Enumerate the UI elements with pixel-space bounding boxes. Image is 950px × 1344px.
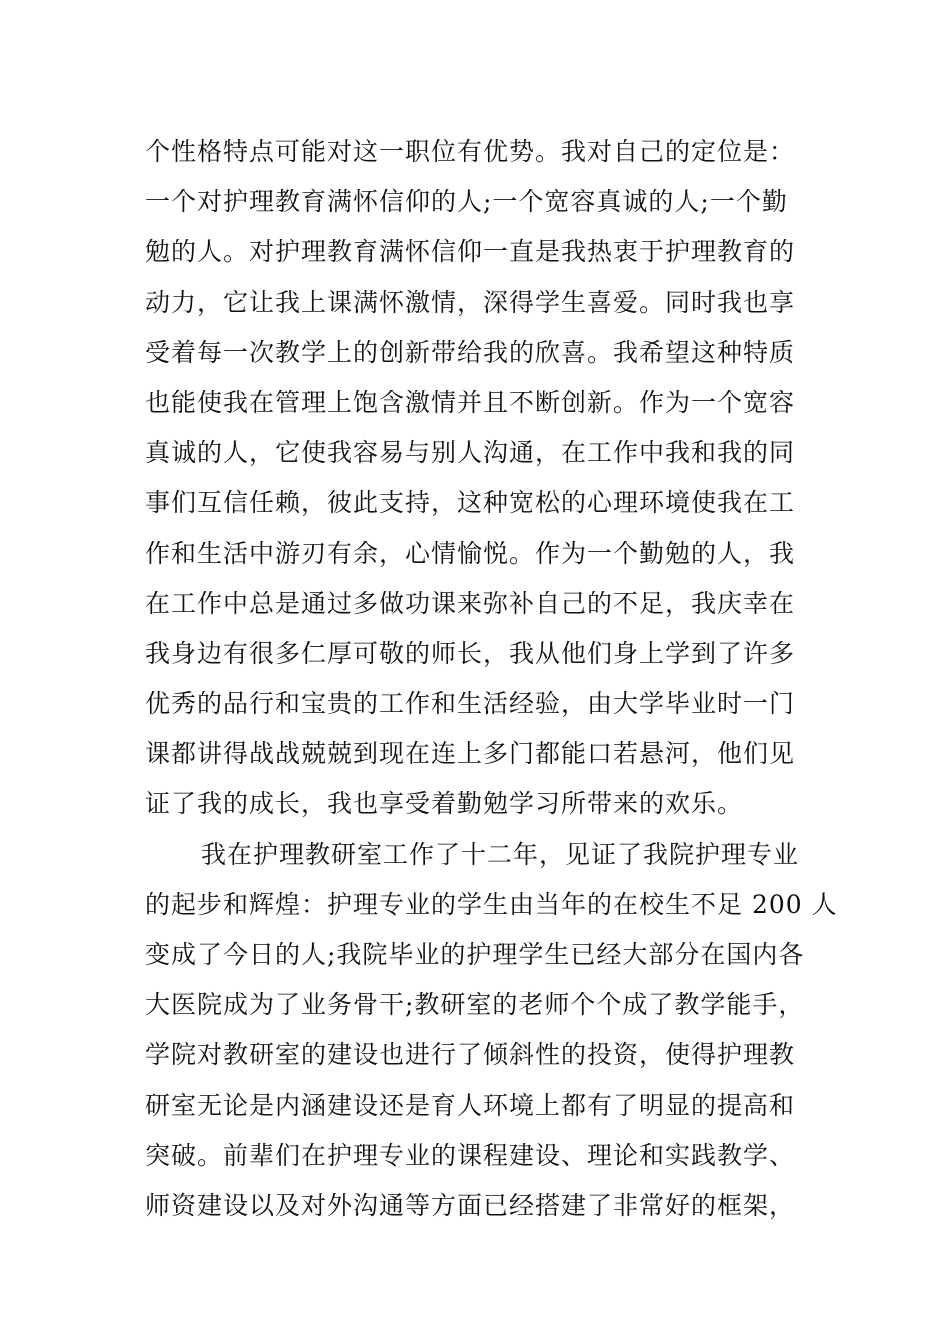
body-text	[145, 127, 838, 1231]
text-line: 个性格特点可能对这一职位有优势。我对自己的定位是：	[145, 137, 796, 166]
text-line: 在工作中总是通过多做功课来弥补自己的不足，我庆幸在	[145, 588, 796, 618]
text-line: 大医院成为了业务骨干;教研室的老师个个成了教学能手，	[145, 990, 805, 1020]
text-line: 课都讲得战战兢兢到现在连上多门都能口若悬河，他们见	[145, 739, 796, 769]
text-line: 真诚的人，它使我容易与别人沟通，在工作中我和我的同	[145, 438, 796, 468]
text-line: 一个对护理教育满怀信仰的人;一个宽容真诚的人;一个勤	[145, 187, 788, 217]
text-line: 证了我的成长，我也享受着勤勉学习所带来的欢乐。	[145, 789, 744, 819]
text-line: 也能使我在管理上饱含激情并且不断创新。作为一个宽容	[145, 387, 796, 417]
paragraph-2	[145, 830, 838, 1232]
text-line: 勉的人。对护理教育满怀信仰一直是我热衷于护理教育的	[145, 237, 796, 267]
text-line: 研室无论是内涵建设还是育人环境上都有了明显的提高和	[145, 1090, 796, 1120]
text-line: 变成了今日的人;我院毕业的护理学生已经大部分在国内各	[145, 940, 805, 969]
text-line: 的起步和辉煌：护理专业的学生由当年的在校生不足 200 人	[145, 889, 838, 919]
text-line: 动力，它让我上课满怀激情，深得学生喜爱。同时我也享	[145, 287, 796, 317]
text-line: 师资建设以及对外沟通等方面已经搭建了非常好的框架，	[145, 1190, 796, 1220]
paragraph-1	[145, 127, 810, 830]
text-line: 突破。前辈们在护理专业的课程建设、理论和实践教学、	[145, 1140, 796, 1170]
text-line: 学院对教研室的建设也进行了倾斜性的投资，使得护理教	[145, 1040, 796, 1070]
text-line: 我在护理教研室工作了十二年，见证了我院护理专业	[201, 839, 800, 869]
text-line: 受着每一次教学上的创新带给我的欣喜。我希望这种特质	[145, 337, 796, 367]
text-line: 作和生活中游刃有余，心情愉悦。作为一个勤勉的人，我	[145, 538, 796, 568]
text-line: 事们互信任赖，彼此支持，这种宽松的心理环境使我在工	[145, 488, 796, 518]
text-line: 优秀的品行和宝贵的工作和生活经验，由大学毕业时一门	[145, 689, 796, 719]
text-line: 我身边有很多仁厚可敬的师长，我从他们身上学到了许多	[145, 638, 796, 668]
